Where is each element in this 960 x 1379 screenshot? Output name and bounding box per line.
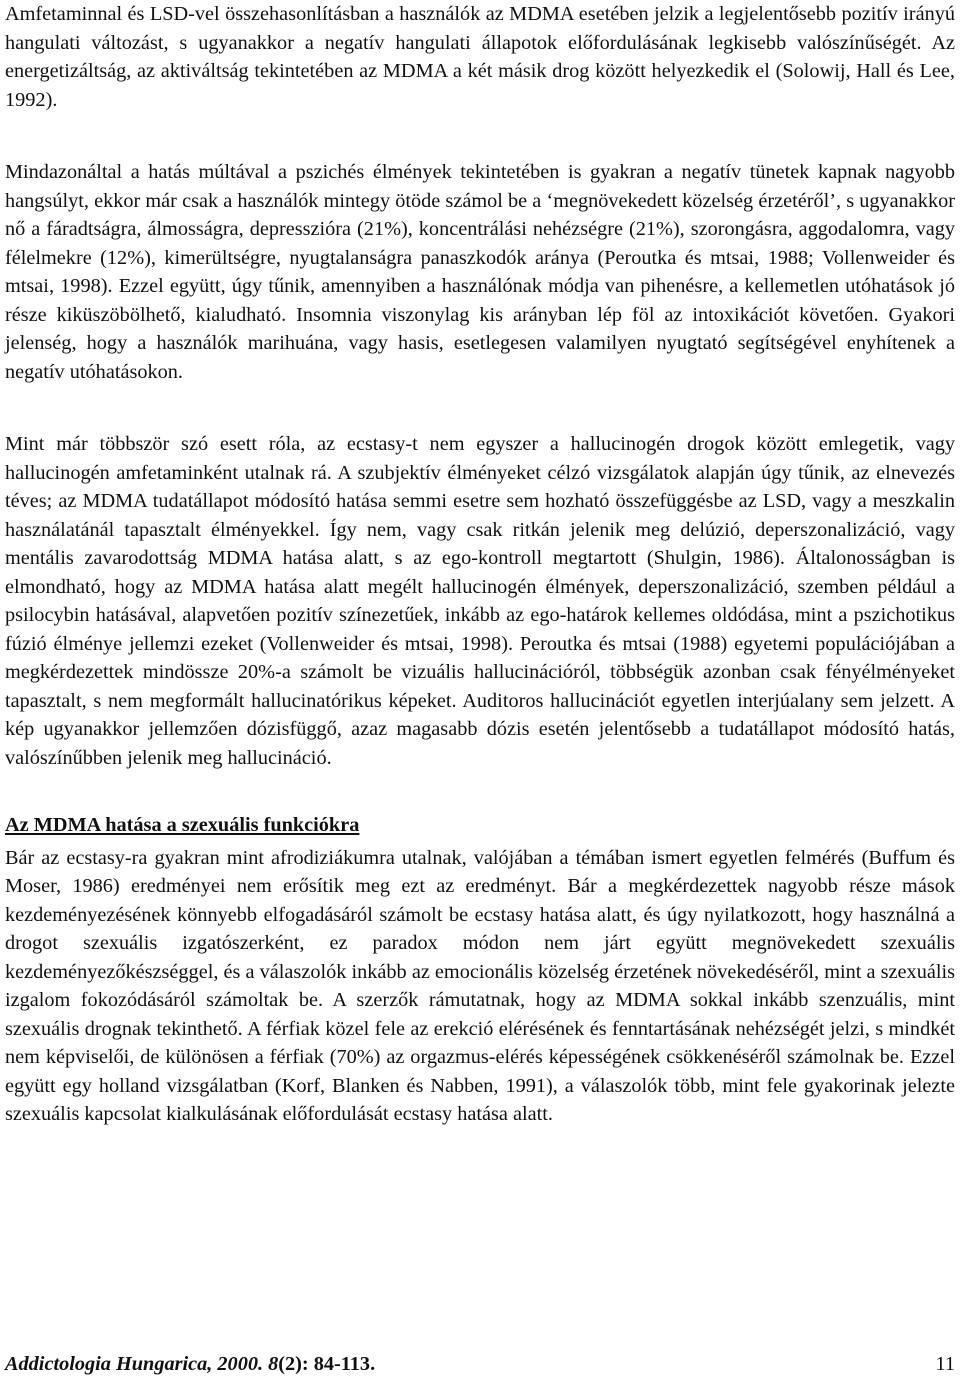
- paragraph-negative-aftereffects: Mindazonáltal a hatás múltával a pszichés élmények tekintetében is gyakran a negatív tünetek kapnak nagyobb hangsúlyt, ekkor már csak a használók mintegy ötöde számol be a ‘megnövekedett közelség érzetéről’, s ugyanakkor nő a fáradtságra, álmosságra, depresszióra (21%), koncentrálási nehézségre (21%), szorongásra, aggodalomra, vagy félelmekre (12%), kimerültségre, nyugtalanságra panaszkodók aránya (Peroutka és mtsai, 1988; Vollenweider és mtsai, 1998). Ezzel együtt, úgy tűnik, amennyiben a használónak módja van pihenésre, a kellemetlen utóhatások jó része kiküszöbölhető, kialudható. Insomnia viszonylag kis arányban lép föl az intoxikációt követően. Gyakori jelenség, hogy a használók marihuána, vagy hasis, esetlegesen valamilyen nyugtató segítségével enyhítenek a negatív utóhatásokon.: [5, 161, 955, 383]
- journal-name: Addictologia Hungarica, 2000.: [5, 1353, 269, 1375]
- journal-citation: [5, 1351, 375, 1377]
- paragraph-sexual-function: Bár az ecstasy-ra gyakran mint afrodiziákumra utalnak, valójában a témában ismert egyetlen felmérés (Buffum és Moser, 1986) eredményei nem erősítik meg ezt az eredményt. Bár a megkérdezettek nagyobb része mások kezdeményezésének könnyebb elfogadásáról számolt be ecstasy hatása alatt, és úgy nyilatkozott, hogy használná a drogot szexuális izgatószerként, ez paradox módon nem járt együtt megnövekedett szexuális kezdeményezőkészséggel, és a válaszolók inkább az emocionális közelség érzetének növekedéséről, mint a szexuális izgalom fokozódásáról számoltak be. A szerzők rámutatnak, hogy az MDMA sokkal inkább szenzuális, mint szexuális drognak tekinthető. A férfiak közel fele az erekció elérésének és fenntartásának nehézségét jelzi, s mindkét nem képviselői, de különösen a férfiak (70%) az orgazmus-elérés képességének csökkenéséről számolnak be. Ezzel együtt egy holland vizsgálatban (Korf, Blanken és Nabben, 1991), a válaszolók több, mint fele gyakorinak jelezte szexuális kapcsolat kialkulásának előfordulását ecstasy hatása alatt.: [5, 846, 955, 1125]
- paragraph-hallucinogen-classification: Mint már többször szó esett róla, az ecstasy-t nem egyszer a hallucinogén drogok között emlegetik, vagy hallucinogén amfetaminként utalnak rá. A szubjektív élményeket célzó vizsgálatok alapján úgy tűnik, az elnevezés téves; az MDMA tudatállapot módosító hatása semmi esetre sem hozható összefüggésbe az LSD, vagy a meszkalin használatánál tapasztalt élményekkel. Így nem, vagy csak ritkán jelenik meg delúzió, deperszonalizáció, vagy mentális zavarodottság MDMA hatása alatt, s az ego-kontroll megtartott (Shulgin, 1986). Általonosságban is elmondható, hogy az MDMA hatása alatt megélt hallucinogén élmények, deperszonalizáció, szemben például a psilocybin hatásával, alapvetően pozitív színezetűek, inkább az ego-határok kellemes oldódása, mint a pszichotikus fúzió élménye jellemzi ezeket (Vollenweider és mtsai, 1998). Peroutka és mtsai (1988) egyetemi populációjában a megkérdezettek mindössze 20%-a számolt be vizuális hallucinációról, többségük azonban csak fényélményeket tapasztalt, s nem megformált hallucinatórikus képeket. Auditoros hallucinációt egyetlen interjúalany sem jelzett. A kép ugyanakkor jellemzően dózisfüggő, azaz magasabb dózis esetén jelentősebb a tudatállapot módosító hatás, valószínűbben jelenik meg hallucináció.: [5, 433, 955, 769]
- page-number: 11: [935, 1353, 955, 1375]
- journal-volume: 8: [268, 1353, 279, 1375]
- section-heading: Az MDMA hatása a szexuális funkciókra: [5, 814, 360, 836]
- paragraph-mdma-mood-comparison: Amfetaminnal és LSD-vel összehasonlításban a használók az MDMA esetében jelzik a legjelentősebb pozitív irányú hangulati változást, s ugyanakkor a negatív hangulati állapotok előfordulásának legkisebb valószínűségét. Az energetizáltság, az aktiváltság tekintetében az MDMA a két másik drog között helyezkedik el (Solowij, Hall és Lee, 1992).: [5, 3, 955, 111]
- document-body: [5, 0, 955, 1129]
- page-footer: [5, 1351, 955, 1377]
- journal-issue-pages: (2): 84-113.: [278, 1353, 376, 1375]
